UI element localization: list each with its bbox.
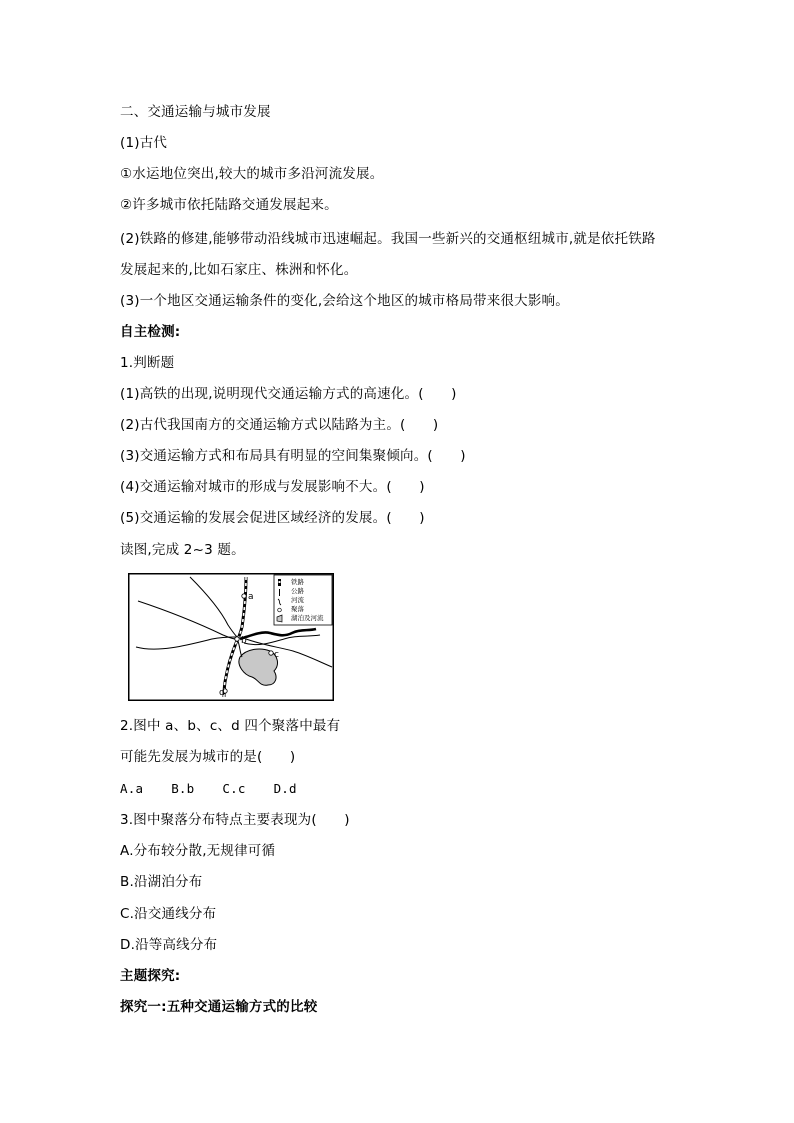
railway-paragraph-line-2: 发展起来的,比如石家庄、株洲和怀化。 xyxy=(120,262,358,278)
q3-stem: 3.图中聚落分布特点主要表现为( ) xyxy=(120,812,350,828)
ancient-point-2: ②许多城市依托陆路交通发展起来。 xyxy=(120,197,338,213)
self-check-heading: 自主检测: xyxy=(120,324,181,340)
settlement-c-dot xyxy=(269,651,273,655)
map-legend xyxy=(274,575,332,625)
q2-option-d[interactable]: D.d xyxy=(273,781,297,796)
q2-stem-line-2: 可能先发展为城市的是( ) xyxy=(120,749,296,765)
ancient-point-1: ①水运地位突出,较大的城市多沿河流发展。 xyxy=(120,166,384,182)
settlement-a-label: a xyxy=(248,592,254,602)
q2-option-b[interactable]: B.b xyxy=(171,781,195,796)
q2-options xyxy=(120,780,325,798)
q3-option-d[interactable]: D.沿等高线分布 xyxy=(120,937,218,953)
judge-item-1: (1)高铁的出现,说明现代交通运输方式的高速化。( ) xyxy=(120,386,457,402)
judge-item-2: (2)古代我国南方的交通运输方式以陆路为主。( ) xyxy=(120,417,439,433)
q3-option-c[interactable]: C.沿交通线分布 xyxy=(120,906,217,922)
q2-stem-line-1: 2.图中 a、b、c、d 四个聚落中最有 xyxy=(120,718,341,734)
judge-item-4: (4)交通运输对城市的形成与发展影响不大。( ) xyxy=(120,479,425,495)
settlement-b-label: b xyxy=(241,636,247,646)
map-figure xyxy=(128,573,334,701)
judge-item-3: (3)交通运输方式和布局具有明显的空间集聚倾向。( ) xyxy=(120,448,466,464)
read-map-instruction: 读图,完成 2~3 题。 xyxy=(120,542,245,558)
q2-option-a[interactable]: A.a xyxy=(120,781,144,796)
q2-option-c[interactable]: C.c xyxy=(222,781,246,796)
explore-heading: 主题探究: xyxy=(120,968,181,984)
legend-river: 河流 xyxy=(291,596,304,604)
legend-lake-river: 湖泊及河流 xyxy=(291,614,324,622)
settlement-map xyxy=(128,573,334,701)
q3-option-b[interactable]: B.沿湖泊分布 xyxy=(120,874,203,890)
change-paragraph: (3)一个地区交通运输条件的变化,会给这个地区的城市格局带来很大影响。 xyxy=(120,293,569,309)
ancient-label: (1)古代 xyxy=(120,135,168,151)
railway-paragraph-line-1: (2)铁路的修建,能够带动沿线城市迅速崛起。我国一些新兴的交通枢纽城市,就是依托铁路 xyxy=(120,231,656,247)
legend-settlement-symbol xyxy=(278,608,282,612)
settlement-d-label: d xyxy=(219,688,225,698)
judge-question-title: 1.判断题 xyxy=(120,355,175,371)
settlement-a-dot xyxy=(242,594,246,598)
q3-option-a[interactable]: A.分布较分散,无规律可循 xyxy=(120,843,276,859)
legend-highway: 公路 xyxy=(291,587,304,595)
judge-item-5: (5)交通运输的发展会促进区域经济的发展。( ) xyxy=(120,510,425,526)
settlement-c-label: c xyxy=(274,650,279,660)
legend-settlement: 聚落 xyxy=(291,605,304,613)
section-title: 二、交通运输与城市发展 xyxy=(120,104,271,120)
explore-subheading: 探究一:五种交通运输方式的比较 xyxy=(120,999,318,1015)
legend-railway: 铁路 xyxy=(291,578,304,586)
settlement-b-dot xyxy=(235,637,239,641)
